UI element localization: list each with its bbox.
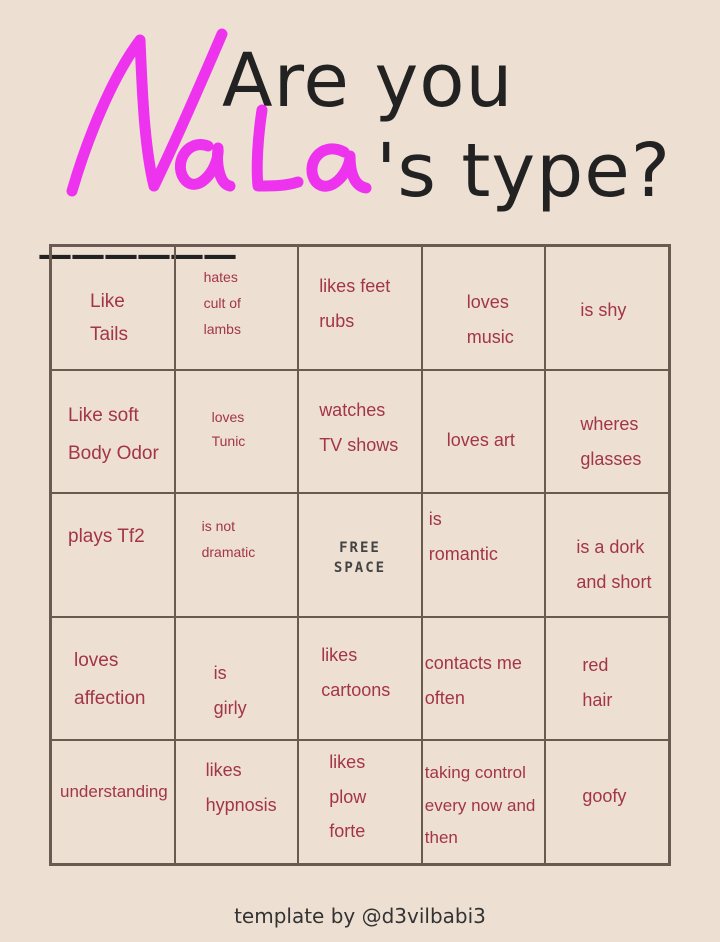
- bingo-cell-r3c1: plays Tf2: [51, 493, 175, 617]
- bingo-grid: [49, 244, 671, 866]
- bingo-cell-r4c1: loves affection: [51, 617, 175, 741]
- bingo-cell-r1c5: is shy: [545, 246, 669, 370]
- bingo-cell-r4c2: is girly: [175, 617, 299, 741]
- free-space-label: FREE SPACE: [333, 540, 387, 577]
- bingo-cell-r1c3: likes feet rubs: [298, 246, 422, 370]
- handwritten-name-nala: [58, 26, 378, 206]
- template-credit: template by @d3vilbabi3: [234, 904, 486, 928]
- bingo-cell-r2c1: Like soft Body Odor: [51, 370, 175, 494]
- bingo-cell-r4c3: likes cartoons: [298, 617, 422, 741]
- bingo-cell-r2c4: loves art: [422, 370, 546, 494]
- bingo-cell-r5c2: likes hypnosis: [175, 740, 299, 864]
- bingo-cell-r3c4: is romantic: [422, 493, 546, 617]
- bingo-cell-r5c3: likes plow forte: [298, 740, 422, 864]
- bingo-cell-r2c2: loves Tunic: [175, 370, 299, 494]
- title-s-type: 's type?: [376, 128, 672, 214]
- bingo-cell-r5c1: understanding: [51, 740, 175, 864]
- bingo-cell-r1c2: hates cult of lambs: [175, 246, 299, 370]
- bingo-cell-r5c4: taking control every now and then: [422, 740, 546, 864]
- bingo-cell-r3c2: is not dramatic: [175, 493, 299, 617]
- bingo-cell-r5c5: goofy: [545, 740, 669, 864]
- bingo-cell-r4c4: contacts me often: [422, 617, 546, 741]
- bingo-cell-r3c5: is a dork and short: [545, 493, 669, 617]
- bingo-cell-r3c3: [298, 493, 422, 617]
- title-are-you: Are you: [222, 38, 514, 124]
- bingo-cell-r1c1: Like Tails: [51, 246, 175, 370]
- bingo-cell-r4c5: red hair: [545, 617, 669, 741]
- title-blank: ______: [40, 190, 238, 260]
- bingo-cell-r2c3: watches TV shows: [298, 370, 422, 494]
- bingo-cell-r1c4: loves music: [422, 246, 546, 370]
- bingo-cell-r2c5: wheres glasses: [545, 370, 669, 494]
